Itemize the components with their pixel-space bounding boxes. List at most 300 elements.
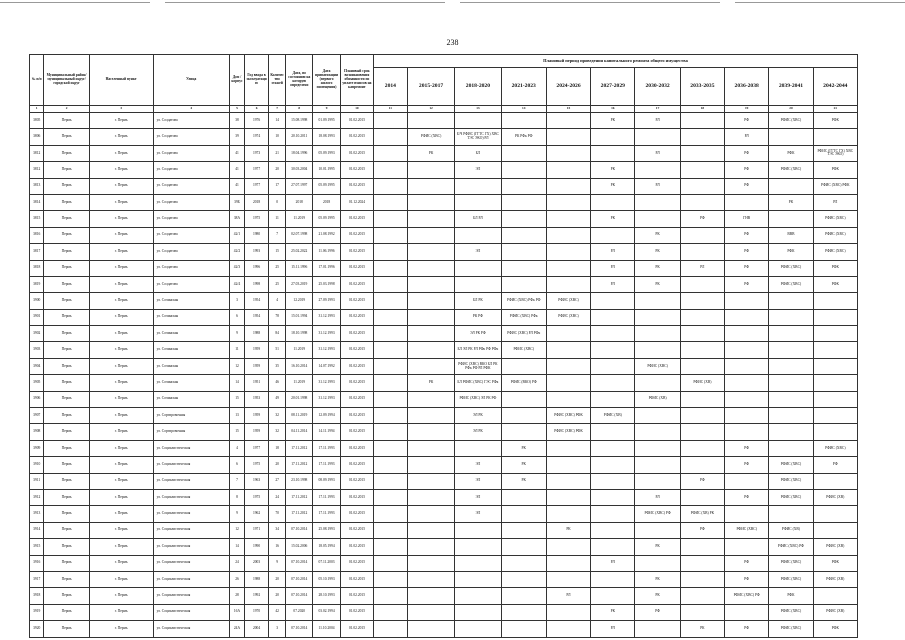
locality-cell: г. Пермь: [89, 522, 153, 538]
house-cell: 9: [229, 326, 244, 342]
street-cell: ул. Социалистическая: [153, 522, 229, 538]
street-cell: ул. Социалистическая: [153, 621, 229, 637]
table-row: [30, 260, 858, 276]
floors-cell: 18: [268, 440, 286, 456]
planned-work-cell: [680, 162, 724, 178]
floors-cell: 25: [268, 260, 286, 276]
planned-work-cell: [501, 539, 546, 555]
date-obligation-cell: 01.02.2015: [340, 276, 373, 292]
planned-work-cell: [455, 440, 501, 456]
house-cell: 15: [229, 391, 244, 407]
date-survey-cell: 2018: [286, 194, 313, 210]
row-number: 3919: [30, 604, 44, 620]
planned-work-cell: [407, 227, 454, 243]
locality-cell: г. Пермь: [89, 326, 153, 342]
locality-cell: г. Пермь: [89, 555, 153, 571]
planned-work-cell: [407, 621, 454, 637]
planned-work-cell: РФИС (ХВС) ВКО БЛ РК РФк РФ РЛ РФК: [455, 358, 501, 374]
planned-work-cell: ЭЛ РК РФ: [455, 326, 501, 342]
planned-work-cell: [501, 522, 546, 538]
locality-cell: г. Пермь: [89, 571, 153, 587]
row-number: 3904: [30, 358, 44, 374]
street-cell: ул. Сочинская: [153, 358, 229, 374]
street-cell: ул. Солдатова: [153, 113, 229, 129]
planned-work-cell: [501, 276, 546, 292]
house-cell: 41: [229, 145, 244, 161]
planned-work-cell: [546, 129, 590, 145]
table-row: [30, 473, 858, 489]
street-cell: ул. Сочинская: [153, 342, 229, 358]
date-privatization-cell: 10.01.1995: [313, 162, 341, 178]
date-privatization-cell: 05.10.1993: [313, 571, 341, 587]
planned-work-cell: [373, 260, 407, 276]
planned-work-cell: [373, 342, 407, 358]
planned-work-cell: РФИС (ХВС) РФК: [813, 178, 857, 194]
date-privatization-cell: 11.10.2004: [313, 621, 341, 637]
year-built-cell: 1988: [245, 571, 269, 587]
planned-work-cell: [407, 571, 454, 587]
column-number: 2: [44, 106, 89, 113]
floors-cell: 70: [268, 506, 286, 522]
planned-work-cell: [373, 194, 407, 210]
planned-work-cell: [546, 358, 590, 374]
date-survey-cell: 02.07.1998: [286, 227, 313, 243]
date-obligation-cell: 01.02.2015: [340, 588, 373, 604]
street-cell: ул. Сортировочная: [153, 424, 229, 440]
date-obligation-cell: 01.02.2015: [340, 571, 373, 587]
planned-work-cell: [407, 162, 454, 178]
planned-work-cell: [813, 588, 857, 604]
house-cell: 41: [229, 162, 244, 178]
municipality-cell: Пермь: [44, 375, 89, 391]
planned-work-cell: [680, 440, 724, 456]
house-cell: 28: [229, 588, 244, 604]
row-number: 3806: [30, 129, 44, 145]
street-cell: ул. Солдатова: [153, 276, 229, 292]
row-number: 3907: [30, 408, 44, 424]
planned-work-cell: ЭЛ: [455, 162, 501, 178]
planned-work-cell: [373, 145, 407, 161]
planned-work-cell: [769, 440, 813, 456]
planned-work-cell: [407, 457, 454, 473]
locality-cell: г. Пермь: [89, 244, 153, 260]
planned-work-cell: [373, 440, 407, 456]
planned-work-cell: РФИС (ХВ): [813, 571, 857, 587]
locality-cell: г. Пермь: [89, 162, 153, 178]
planned-work-cell: [680, 113, 724, 129]
floors-cell: 20: [268, 162, 286, 178]
planned-work-cell: [769, 424, 813, 440]
municipality-cell: Пермь: [44, 408, 89, 424]
planned-work-cell: РФИС (ХВС): [769, 473, 813, 489]
year-built-cell: 1988: [245, 326, 269, 342]
date-obligation-cell: 01.02.2015: [340, 113, 373, 129]
planned-work-cell: РФИС (ХВС): [546, 309, 590, 325]
planned-work-cell: [591, 424, 635, 440]
floors-cell: 24: [268, 489, 286, 505]
date-privatization-cell: 17.11.1993: [313, 489, 341, 505]
planned-work-cell: РФИС (ХВ): [813, 539, 857, 555]
street-cell: ул. Сочинская: [153, 293, 229, 309]
planned-work-cell: БЛ: [455, 145, 501, 161]
planned-work-cell: [635, 440, 680, 456]
table-row: [30, 358, 858, 374]
planned-work-cell: [680, 539, 724, 555]
floors-cell: 9: [268, 555, 286, 571]
planned-work-cell: [635, 342, 680, 358]
floors-cell: 32: [268, 424, 286, 440]
house-cell: 13: [229, 408, 244, 424]
column-number: 16: [591, 106, 635, 113]
date-survey-cell: 11.2019: [286, 375, 313, 391]
date-survey-cell: 20.10.2011: [286, 129, 313, 145]
planned-work-cell: РФ: [680, 473, 724, 489]
municipality-cell: Пермь: [44, 457, 89, 473]
floors-cell: 10: [268, 129, 286, 145]
planned-work-cell: [680, 276, 724, 292]
planned-work-cell: [769, 375, 813, 391]
planned-work-cell: [373, 375, 407, 391]
house-cell: 38А: [229, 211, 244, 227]
date-obligation-cell: 01.02.2015: [340, 375, 373, 391]
planned-work-cell: [725, 326, 769, 342]
header-date-obligation: Плановый срок возникновения обязанности по уплате взносов на капремонт: [340, 55, 373, 106]
date-privatization-cell: 01.09.1995: [313, 113, 341, 129]
table-body: [30, 113, 858, 638]
row-number: 3913: [30, 506, 44, 522]
row-number: 3902: [30, 326, 44, 342]
column-number: 12: [407, 106, 454, 113]
planned-work-cell: [680, 424, 724, 440]
column-number: 11: [373, 106, 407, 113]
municipality-cell: Пермь: [44, 539, 89, 555]
row-number: 3815: [30, 211, 44, 227]
planned-work-cell: [769, 211, 813, 227]
planned-work-cell: РФИС (ХВ): [813, 489, 857, 505]
street-cell: ул. Солдатова: [153, 129, 229, 145]
planned-work-cell: [680, 145, 724, 161]
year-built-cell: 1963: [245, 473, 269, 489]
planned-work-cell: [373, 276, 407, 292]
date-privatization-cell: 31.12.1993: [313, 342, 341, 358]
municipality-cell: Пермь: [44, 621, 89, 637]
column-number: 1: [30, 106, 44, 113]
planned-work-cell: [373, 522, 407, 538]
row-number: 3911: [30, 473, 44, 489]
planned-work-cell: [373, 506, 407, 522]
planned-work-cell: [813, 293, 857, 309]
table-row: [30, 440, 858, 456]
date-obligation-cell: 01.02.2015: [340, 522, 373, 538]
table-row: [30, 539, 858, 555]
municipality-cell: Пермь: [44, 342, 89, 358]
floors-cell: 20: [268, 457, 286, 473]
municipality-cell: Пермь: [44, 145, 89, 161]
date-survey-cell: 17.11.2012: [286, 440, 313, 456]
row-number: 3909: [30, 440, 44, 456]
date-survey-cell: 07.10.2014: [286, 555, 313, 571]
date-obligation-cell: 01.02.2015: [340, 326, 373, 342]
date-survey-cell: 07.10.2014: [286, 522, 313, 538]
planned-work-cell: [373, 539, 407, 555]
planned-work-cell: РФ: [725, 489, 769, 505]
date-privatization-cell: 12.09.1994: [313, 408, 341, 424]
planned-work-cell: [591, 145, 635, 161]
house-cell: 26: [229, 571, 244, 587]
date-privatization-cell: 14.11.1994: [313, 424, 341, 440]
planned-work-cell: [769, 506, 813, 522]
locality-cell: г. Пермь: [89, 227, 153, 243]
planned-work-cell: РФИС (ХВ): [591, 408, 635, 424]
table-row: [30, 162, 858, 178]
row-number: 3906: [30, 391, 44, 407]
date-survey-cell: 27.07.1997: [286, 178, 313, 194]
planned-work-cell: РФИС (ХВС) РФ: [635, 506, 680, 522]
table-row: [30, 604, 858, 620]
planned-work-cell: РФИС (ХВС): [501, 342, 546, 358]
floors-cell: 7: [268, 227, 286, 243]
planned-work-cell: [591, 375, 635, 391]
planned-work-cell: РФИС (ХВС): [546, 293, 590, 309]
planned-work-cell: [455, 113, 501, 129]
date-survey-cell: 30.03.2004: [286, 162, 313, 178]
planned-work-cell: РФИС (ХВС): [813, 227, 857, 243]
header-num: № п/п: [30, 55, 44, 106]
row-number: 3812: [30, 162, 44, 178]
date-survey-cell: 15.02.2006: [286, 539, 313, 555]
planned-work-cell: [373, 555, 407, 571]
locality-cell: г. Пермь: [89, 309, 153, 325]
column-number: 8: [286, 106, 313, 113]
planned-work-cell: [501, 555, 546, 571]
header-locality: Населенный пункт: [89, 55, 153, 106]
planned-work-cell: [680, 129, 724, 145]
row-number: 3912: [30, 489, 44, 505]
planned-work-cell: [769, 342, 813, 358]
street-cell: ул. Социалистическая: [153, 457, 229, 473]
table-row: [30, 555, 858, 571]
row-number: 3818: [30, 260, 44, 276]
planned-work-cell: [407, 260, 454, 276]
planned-work-cell: [546, 489, 590, 505]
table-row: [30, 211, 858, 227]
year-built-cell: 1975: [245, 457, 269, 473]
column-number: 7: [268, 106, 286, 113]
column-number: 4: [153, 106, 229, 113]
locality-cell: г. Пермь: [89, 358, 153, 374]
planned-work-cell: [373, 244, 407, 260]
date-obligation-cell: 01.02.2015: [340, 129, 373, 145]
year-header: 2027-2029: [591, 68, 635, 106]
street-cell: ул. Социалистическая: [153, 473, 229, 489]
planned-work-cell: РФИС (ХВ) РК: [680, 506, 724, 522]
planned-work-cell: [813, 391, 857, 407]
planned-work-cell: РК: [591, 162, 635, 178]
date-privatization-cell: 25.08.1993: [313, 522, 341, 538]
planned-work-cell: [407, 276, 454, 292]
planned-work-cell: РФИС (ХВС) РФ: [769, 539, 813, 555]
planned-work-cell: [407, 178, 454, 194]
floors-cell: 51: [268, 342, 286, 358]
locality-cell: г. Пермь: [89, 588, 153, 604]
house-cell: 42/4: [229, 276, 244, 292]
planned-work-cell: РЛ: [725, 129, 769, 145]
planned-work-cell: РФИС (ХВС): [769, 621, 813, 637]
planned-work-cell: [591, 129, 635, 145]
date-privatization-cell: 14.07.1992: [313, 358, 341, 374]
planned-work-cell: [407, 440, 454, 456]
planned-work-cell: РЛ: [635, 489, 680, 505]
house-cell: 38: [229, 113, 244, 129]
floors-cell: 4: [268, 293, 286, 309]
planned-work-cell: [407, 293, 454, 309]
floors-cell: 0: [268, 194, 286, 210]
header-year-built: Год ввода в эксплуатацию: [245, 55, 269, 106]
year-built-cell: 1977: [245, 162, 269, 178]
planned-work-cell: РФИС (ХВС): [769, 555, 813, 571]
planned-work-cell: [373, 424, 407, 440]
planned-work-cell: [725, 424, 769, 440]
planned-work-cell: РЛ: [591, 276, 635, 292]
planned-work-cell: [591, 457, 635, 473]
row-number: 3910: [30, 457, 44, 473]
year-built-cell: 2004: [245, 621, 269, 637]
planned-work-cell: [769, 358, 813, 374]
planned-work-cell: [455, 539, 501, 555]
house-cell: 12: [229, 358, 244, 374]
planned-work-cell: [725, 604, 769, 620]
house-cell: 14: [229, 375, 244, 391]
planned-work-cell: [769, 309, 813, 325]
year-built-cell: 1959: [245, 424, 269, 440]
planned-work-cell: [373, 227, 407, 243]
date-privatization-cell: 18.05.1994: [313, 539, 341, 555]
planned-work-cell: [407, 194, 454, 210]
planned-work-cell: [591, 194, 635, 210]
year-header: 2042-2044: [813, 68, 857, 106]
date-survey-cell: 23.10.1998: [286, 473, 313, 489]
page-number: 238: [446, 38, 459, 47]
planned-work-cell: [407, 588, 454, 604]
house-cell: 11: [229, 342, 244, 358]
table-row: [30, 326, 858, 342]
planned-work-cell: [725, 194, 769, 210]
planned-work-cell: РЛ: [546, 588, 590, 604]
planned-work-cell: [591, 588, 635, 604]
date-privatization-cell: 31.12.1993: [313, 375, 341, 391]
floors-cell: 20: [268, 571, 286, 587]
planned-work-cell: РК: [635, 539, 680, 555]
planned-work-cell: [680, 309, 724, 325]
planned-work-cell: Б/Ч РФИС (ГГТС ГХ) ХВС ТЭС ЭКО) РЛ: [455, 129, 501, 145]
municipality-cell: Пермь: [44, 571, 89, 587]
house-cell: 6: [229, 457, 244, 473]
planned-work-cell: [501, 145, 546, 161]
planned-work-cell: [813, 375, 857, 391]
table-row: [30, 375, 858, 391]
date-obligation-cell: 01.02.2015: [340, 358, 373, 374]
planned-work-cell: [769, 178, 813, 194]
column-number: 21: [813, 106, 857, 113]
planned-work-cell: РФК: [813, 162, 857, 178]
table-row: [30, 621, 858, 637]
planned-work-cell: [546, 113, 590, 129]
street-cell: ул. Солдатова: [153, 211, 229, 227]
row-number: 3917: [30, 571, 44, 587]
planned-work-cell: РФИС (ХВС): [813, 440, 857, 456]
column-number: 9: [313, 106, 341, 113]
house-cell: 42/3: [229, 260, 244, 276]
column-number: 3: [89, 106, 153, 113]
municipality-cell: Пермь: [44, 588, 89, 604]
locality-cell: г. Пермь: [89, 408, 153, 424]
date-privatization-cell: 31.12.1993: [313, 391, 341, 407]
planned-work-cell: [407, 211, 454, 227]
year-built-cell: 1976: [245, 113, 269, 129]
header-house: Дом / корпус: [229, 55, 244, 106]
date-obligation-cell: 01.02.2015: [340, 145, 373, 161]
date-survey-cell: 18.10.1998: [286, 326, 313, 342]
date-obligation-cell: 01.12.2024: [340, 194, 373, 210]
planned-work-cell: [635, 522, 680, 538]
street-cell: ул. Социалистическая: [153, 604, 229, 620]
planned-work-cell: [591, 342, 635, 358]
planned-work-cell: [725, 309, 769, 325]
planned-work-cell: [680, 555, 724, 571]
planned-work-cell: [546, 276, 590, 292]
date-privatization-cell: 31.12.1993: [313, 309, 341, 325]
date-obligation-cell: 01.02.2015: [340, 309, 373, 325]
street-cell: ул. Солдатова: [153, 178, 229, 194]
locality-cell: г. Пермь: [89, 489, 153, 505]
planned-work-cell: РФ: [725, 457, 769, 473]
date-obligation-cell: 01.02.2015: [340, 293, 373, 309]
date-privatization-cell: 11.06.1996: [313, 244, 341, 260]
planned-work-cell: [725, 293, 769, 309]
date-survey-cell: 16.10.2014: [286, 358, 313, 374]
year-header: 2021-2023: [501, 68, 546, 106]
municipality-cell: Пермь: [44, 326, 89, 342]
locality-cell: г. Пермь: [89, 293, 153, 309]
planned-work-cell: РК: [591, 113, 635, 129]
floors-cell: 49: [268, 391, 286, 407]
planned-work-cell: РК: [501, 473, 546, 489]
locality-cell: г. Пермь: [89, 194, 153, 210]
street-cell: ул. Сочинская: [153, 391, 229, 407]
planned-work-cell: [373, 571, 407, 587]
date-obligation-cell: 01.02.2015: [340, 178, 373, 194]
planned-work-cell: РК: [407, 375, 454, 391]
floors-cell: 15: [268, 244, 286, 260]
planned-work-cell: БЛ РК: [455, 293, 501, 309]
date-privatization-cell: 07.11.2003: [313, 555, 341, 571]
planned-work-cell: ВВВ: [769, 227, 813, 243]
planned-work-cell: [635, 375, 680, 391]
planned-work-cell: РЛ: [591, 555, 635, 571]
row-number: 3817: [30, 244, 44, 260]
planned-work-cell: [501, 194, 546, 210]
locality-cell: г. Пермь: [89, 178, 153, 194]
street-cell: ул. Сочинская: [153, 375, 229, 391]
planned-work-cell: РФ: [725, 178, 769, 194]
planned-work-cell: [725, 539, 769, 555]
locality-cell: г. Пермь: [89, 604, 153, 620]
planned-work-cell: [591, 326, 635, 342]
row-number: 3813: [30, 178, 44, 194]
planned-work-cell: [769, 391, 813, 407]
planned-work-cell: [635, 309, 680, 325]
planned-work-cell: [635, 162, 680, 178]
